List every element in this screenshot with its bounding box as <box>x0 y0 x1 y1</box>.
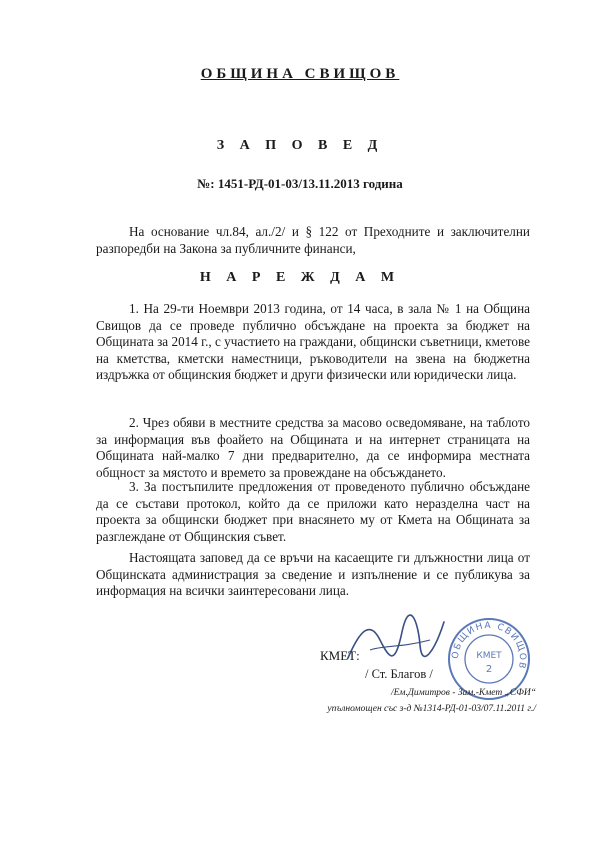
order-title: З А П О В Е Д <box>216 138 384 153</box>
deputy-line: /Ем.Димитров - Зам.-Кмет „СФИ“ <box>390 688 536 698</box>
stamp-center-label: КМЕТ <box>476 651 502 661</box>
authorization-line: упълномощен със з-д №1314-РД-01-03/07.11.2011 г./ <box>327 704 536 714</box>
decree-item-3: 3. За постъпилите предложения от проведеното публично обсъждане да се състави протокол, който да се приложи като неразделна част на проекта за общински бюджет при внасянето му от Кмета на Общината за разглеждане от Общинския съвет. <box>96 479 530 544</box>
decree-item-2: 2. Чрез обяви в местните средства за масово осведомяване, на таблото за информация във фоайето на Общината и на интернет страницата на Общината най-малко 7 дни предварително, да се информира местната общност за мястото и времето за провеждане на обсъждането. <box>96 415 530 480</box>
mayor-name: / Ст. Благов / <box>365 667 433 681</box>
decree-heading: Н А Р Е Ж Д А М <box>199 270 401 285</box>
decree-item-1: 1. На 29-ти Ноември 2013 година, от 14 часа, в зала № 1 на Община Свищов да се проведе публично обсъждане на проекта за бюджет на Общината за 2014 г., с участието на граждани, общински съветници, кметове на кметства, кметски наместници, ръководители на звена на бюджетна издръжка от общинския бюджет и други физически или юридически лица. <box>96 301 530 382</box>
municipality-heading: ОБЩИНА СВИЩОВ <box>200 66 400 82</box>
order-number: №: 1451-РД-01-03/13.11.2013 година <box>197 176 403 191</box>
legal-basis-paragraph: На основание чл.84, ал./2/ и § 122 от Преходните и заключителни разпоредби на Закона за публичните финанси, <box>96 224 530 256</box>
stamp-center-number: 2 <box>485 664 493 675</box>
final-paragraph: Настоящата заповед да се връчи на касаещите ги длъжностни лица от Общинската администрация за сведение и изпълнение и се публикува за информация на всички заинтересовани лица. <box>96 550 530 598</box>
stamp-ring-text: ОБЩИНА СВИЩОВ <box>450 620 528 671</box>
mayor-label: КМЕТ: <box>320 648 360 663</box>
